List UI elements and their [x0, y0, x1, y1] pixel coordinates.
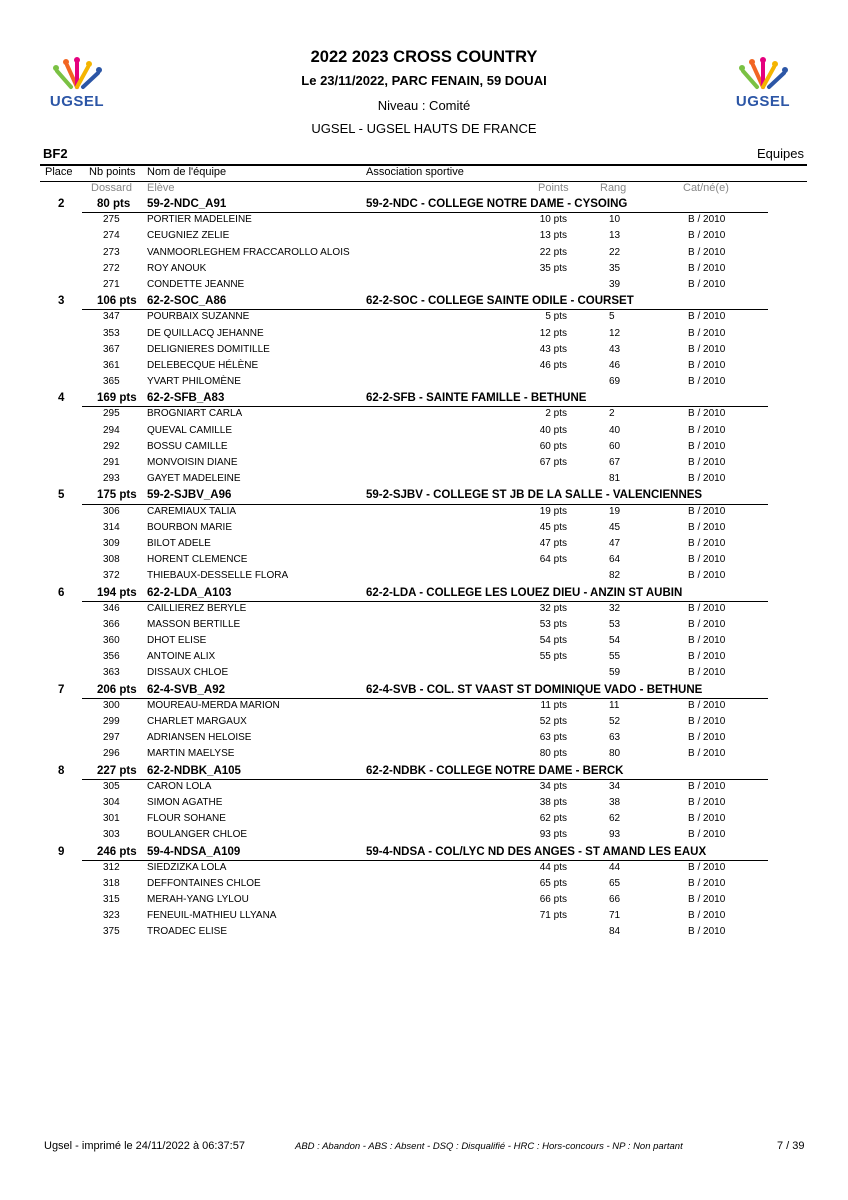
subcol-header-student: Elève: [147, 182, 175, 194]
col-header-association: Association sportive: [366, 166, 464, 178]
athlete-points: 12 pts: [539, 327, 567, 339]
athlete-rank: 11: [609, 699, 620, 711]
athlete-rank: 66: [609, 894, 621, 906]
athlete-row: [0, 780, 848, 796]
team-place: 4: [58, 392, 65, 405]
team-association: 62-2-NDBK - COLLEGE NOTRE DAME - BERCK: [366, 764, 624, 777]
athlete-bib: 375: [103, 926, 120, 938]
team-row: [0, 764, 848, 780]
team-place: 2: [58, 198, 65, 210]
athlete-category: B / 2010: [688, 813, 726, 825]
athlete-rank: 13: [609, 230, 621, 242]
athlete-row: [0, 715, 848, 731]
athlete-name: CAILLIEREZ BERYLE: [147, 602, 247, 614]
footer-printed: Ugsel - imprimé le 24/11/2022 à 06:37:57: [44, 1140, 245, 1152]
athlete-rank: 93: [609, 829, 621, 841]
athlete-row: [0, 909, 848, 925]
team-place: 7: [58, 683, 65, 696]
athlete-row: [0, 327, 848, 343]
athlete-name: VANMOORLEGHEM FRACCAROLLO ALOIS: [147, 246, 350, 258]
athlete-row: [0, 812, 848, 828]
athlete-points: 5 pts: [545, 311, 567, 323]
athlete-rank: 44: [609, 861, 621, 873]
athlete-name: ADRIANSEN HELOISE: [147, 732, 252, 744]
athlete-category: B / 2010: [688, 667, 726, 679]
athlete-name: CAREMIAUX TALIA: [147, 505, 237, 517]
athlete-bib: 303: [103, 829, 120, 841]
athlete-points: 65 pts: [539, 877, 567, 889]
athlete-name: MARTIN MAELYSE: [147, 748, 235, 760]
athlete-category: B / 2010: [688, 408, 726, 420]
athlete-category: B / 2010: [688, 618, 726, 630]
athlete-row: [0, 472, 848, 488]
athlete-points: 11 pts: [540, 699, 567, 711]
athlete-row: [0, 521, 848, 537]
athlete-rank: 34: [609, 780, 621, 792]
athlete-name: MONVOISIN DIANE: [147, 457, 238, 468]
athlete-points: 64 pts: [539, 554, 567, 566]
athlete-row: [0, 650, 848, 666]
athlete-bib: 294: [103, 424, 120, 436]
athlete-rank: 84: [609, 926, 621, 938]
athlete-row: [0, 424, 848, 440]
athlete-rank: 43: [609, 343, 621, 355]
team-row: [0, 197, 848, 213]
athlete-bib: 300: [103, 699, 120, 711]
athlete-points: 71 pts: [539, 910, 567, 922]
athlete-category: B / 2010: [688, 505, 726, 517]
athlete-category: B / 2010: [688, 327, 726, 339]
athlete-row: [0, 877, 848, 893]
athlete-bib: 312: [103, 861, 120, 873]
athlete-row: [0, 618, 848, 634]
subcol-header-cat: Cat/né(e): [683, 182, 729, 194]
athlete-name: SIEDZIZKA LOLA: [147, 861, 227, 873]
team-association: 62-2-SFB - SAINTE FAMILLE - BETHUNE: [366, 392, 587, 405]
athlete-category: B / 2010: [688, 278, 726, 290]
athlete-name: DEFFONTAINES CHLOE: [147, 877, 261, 889]
athlete-category: B / 2010: [688, 699, 726, 711]
athlete-name: DHOT ELISE: [147, 635, 207, 647]
athlete-rank: 81: [609, 473, 621, 485]
athlete-rank: 45: [609, 521, 621, 533]
athlete-name: DISSAUX CHLOE: [147, 667, 229, 679]
athlete-name: HORENT CLEMENCE: [147, 554, 248, 566]
athlete-bib: 301: [103, 813, 120, 825]
athlete-rank: 35: [609, 262, 621, 274]
athlete-points: 22 pts: [539, 246, 567, 258]
athlete-name: BROGNIART CARLA: [147, 408, 243, 420]
footer-legend: ABD : Abandon - ABS : Absent - DSQ : Disqualifié - HRC : Hors-concours - NP : Non partant: [295, 1141, 683, 1152]
athlete-category: B / 2010: [688, 537, 726, 549]
athlete-category: B / 2010: [688, 376, 726, 388]
team-points: 169 pts: [97, 392, 137, 405]
athlete-name: YVART PHILOMÈNE: [147, 376, 241, 388]
team-association: 59-4-NDSA - COL/LYC ND DES ANGES - ST AMAND LES EAUX: [366, 845, 707, 858]
athlete-row: [0, 828, 848, 844]
athlete-bib: 372: [103, 570, 120, 582]
athlete-category: B / 2010: [688, 554, 726, 566]
athlete-category: B / 2010: [688, 861, 726, 873]
team-points: 80 pts: [97, 198, 131, 210]
athlete-bib: 272: [103, 262, 120, 274]
team-association: 59-2-NDC - COLLEGE NOTRE DAME - CYSOING: [366, 198, 628, 210]
athlete-category: B / 2010: [688, 748, 726, 760]
athlete-name: BILOT ADELE: [147, 537, 211, 549]
athlete-points: 10 pts: [539, 214, 567, 226]
team-place: 5: [58, 489, 65, 502]
athlete-rank: 22: [609, 246, 621, 258]
athlete-bib: 295: [103, 408, 120, 420]
athlete-bib: 356: [103, 651, 120, 663]
athlete-row: [0, 440, 848, 456]
athlete-name: ANTOINE ALIX: [147, 651, 216, 663]
athlete-category: B / 2010: [688, 829, 726, 841]
athlete-category: B / 2010: [688, 877, 726, 889]
athlete-rank: 59: [609, 667, 621, 679]
athlete-name: DELEBECQUE HÉLÈNE: [147, 359, 259, 371]
athlete-category: B / 2010: [688, 457, 726, 468]
athlete-bib: 318: [103, 877, 120, 889]
athlete-rank: 62: [609, 813, 621, 825]
athlete-points: 43 pts: [539, 343, 567, 355]
athlete-points: 35 pts: [539, 262, 567, 274]
athlete-points: 32 pts: [539, 602, 567, 614]
team-name: 62-2-NDBK_A105: [147, 764, 241, 777]
athlete-name: CARON LOLA: [147, 780, 212, 792]
athlete-points: 13 pts: [539, 230, 567, 242]
team-points: 227 pts: [97, 764, 137, 777]
athlete-row: [0, 375, 848, 391]
team-association: 62-2-SOC - COLLEGE SAINTE ODILE - COURSET: [366, 295, 634, 308]
athlete-rank: 5: [609, 311, 615, 323]
athlete-bib: 360: [103, 635, 120, 647]
athlete-row: [0, 634, 848, 650]
athlete-bib: 365: [103, 376, 120, 388]
team-points: 194 pts: [97, 586, 137, 599]
athlete-name: ROY ANOUK: [147, 262, 207, 274]
athlete-points: 66 pts: [539, 894, 567, 906]
athlete-category: B / 2010: [688, 359, 726, 371]
athlete-rank: 55: [609, 651, 621, 663]
athlete-points: 62 pts: [539, 813, 567, 825]
athlete-points: 93 pts: [539, 829, 567, 841]
team-name: 62-2-SFB_A83: [147, 392, 225, 405]
athlete-rank: 19: [609, 505, 621, 517]
athlete-bib: 306: [103, 505, 120, 517]
athlete-row: [0, 246, 848, 262]
athlete-rank: 2: [609, 408, 615, 420]
team-row: [0, 488, 848, 504]
athlete-row: [0, 278, 848, 294]
athlete-rank: 82: [609, 570, 621, 582]
athlete-rank: 40: [609, 424, 621, 436]
team-points: 106 pts: [97, 295, 137, 308]
team-association: 62-4-SVB - COL. ST VAAST ST DOMINIQUE VADO - BETHUNE: [366, 683, 703, 696]
athlete-name: QUEVAL CAMILLE: [147, 424, 233, 436]
logo-text: UGSEL: [49, 93, 105, 110]
team-association: 62-2-LDA - COLLEGE LES LOUEZ DIEU - ANZIN ST AUBIN: [366, 586, 683, 599]
col-header-points: Nb points: [89, 166, 136, 178]
athlete-points: 67 pts: [539, 457, 567, 468]
athlete-bib: 323: [103, 910, 120, 922]
athlete-points: 44 pts: [539, 861, 567, 873]
athlete-row: [0, 893, 848, 909]
subcol-header-bib: Dossard: [91, 182, 132, 194]
athlete-points: 34 pts: [539, 780, 567, 792]
team-row: [0, 294, 848, 310]
athlete-rank: 52: [609, 716, 621, 727]
athlete-row: [0, 699, 848, 715]
team-row: [0, 586, 848, 602]
athlete-name: GAYET MADELEINE: [147, 473, 241, 485]
athlete-category: B / 2010: [688, 230, 726, 242]
athlete-rank: 67: [609, 457, 621, 468]
page-title: 2022 2023 CROSS COUNTRY: [310, 48, 538, 66]
athlete-bib: 363: [103, 667, 120, 679]
athlete-rank: 71: [609, 910, 621, 922]
team-row: [0, 683, 848, 699]
athlete-rank: 12: [609, 327, 621, 339]
athlete-category: B / 2010: [688, 214, 726, 226]
athlete-name: BOULANGER CHLOE: [147, 829, 248, 841]
team-row: [0, 845, 848, 861]
athlete-name: BOSSU CAMILLE: [147, 440, 228, 452]
athlete-name: FLOUR SOHANE: [147, 813, 226, 825]
athlete-name: SIMON AGATHE: [147, 796, 223, 808]
athlete-rank: 10: [609, 214, 621, 226]
athlete-row: [0, 407, 848, 423]
athlete-rank: 32: [609, 602, 621, 614]
athlete-name: CHARLET MARGAUX: [147, 716, 247, 727]
athlete-category: B / 2010: [688, 262, 726, 274]
athlete-points: 40 pts: [539, 424, 567, 436]
athlete-bib: 305: [103, 780, 120, 792]
athlete-name: MOUREAU-MERDA MARION: [147, 699, 280, 711]
athlete-name: FENEUIL-MATHIEU LLYANA: [147, 910, 277, 922]
athlete-points: 46 pts: [539, 359, 567, 371]
athlete-points: 80 pts: [539, 748, 567, 760]
athlete-rank: 39: [609, 278, 621, 290]
athlete-row: [0, 747, 848, 763]
athlete-rank: 60: [609, 440, 621, 452]
athlete-rank: 38: [609, 796, 621, 808]
athlete-category: B / 2010: [688, 732, 726, 744]
athlete-category: B / 2010: [688, 894, 726, 906]
athlete-points: 45 pts: [539, 521, 567, 533]
athlete-name: THIEBAUX-DESSELLE FLORA: [147, 570, 289, 582]
team-name: 62-2-LDA_A103: [147, 586, 232, 599]
athlete-category: B / 2010: [688, 311, 726, 323]
athlete-rank: 64: [609, 554, 621, 566]
athlete-row: [0, 553, 848, 569]
athlete-bib: 367: [103, 343, 120, 355]
team-name: 62-2-SOC_A86: [147, 295, 227, 308]
athlete-category: B / 2010: [688, 424, 726, 436]
col-header-place: Place: [45, 166, 73, 178]
team-points: 246 pts: [97, 845, 137, 858]
team-association: 59-2-SJBV - COLLEGE ST JB DE LA SALLE - VALENCIENNES: [366, 489, 703, 502]
athlete-bib: 308: [103, 554, 120, 566]
athlete-row: [0, 505, 848, 521]
athlete-bib: 297: [103, 732, 120, 744]
athlete-row: [0, 213, 848, 229]
athlete-bib: 274: [103, 230, 120, 242]
athlete-row: [0, 537, 848, 553]
subcol-header-rank: Rang: [600, 182, 627, 194]
athlete-category: B / 2010: [688, 521, 726, 533]
athlete-name: MERAH-YANG LYLOU: [147, 894, 249, 906]
athlete-bib: 291: [103, 457, 120, 468]
athlete-points: 47 pts: [539, 537, 567, 549]
athlete-points: 60 pts: [539, 440, 567, 452]
team-place: 8: [58, 764, 65, 777]
team-name: 59-2-SJBV_A96: [147, 489, 232, 502]
col-header-team: Nom de l'équipe: [147, 166, 227, 178]
athlete-row: [0, 731, 848, 747]
logo-text: UGSEL: [735, 93, 791, 110]
athlete-row: [0, 666, 848, 682]
athlete-category: B / 2010: [688, 635, 726, 647]
organization-label: UGSEL - UGSEL HAUTS DE FRANCE: [311, 121, 537, 136]
athlete-category: B / 2010: [688, 796, 726, 808]
athlete-row: [0, 359, 848, 375]
section-label: Equipes: [757, 146, 804, 161]
category-label: BF2: [43, 146, 68, 161]
athlete-category: B / 2010: [688, 343, 726, 355]
athlete-category: B / 2010: [688, 570, 726, 582]
athlete-points: 19 pts: [539, 505, 567, 517]
footer-page-number: 7 / 39: [777, 1140, 805, 1152]
athlete-bib: 353: [103, 327, 120, 339]
athlete-row: [0, 602, 848, 618]
athlete-name: POURBAIX SUZANNE: [147, 311, 250, 323]
athlete-bib: 299: [103, 716, 120, 727]
athlete-category: B / 2010: [688, 926, 726, 938]
athlete-points: 53 pts: [539, 618, 567, 630]
athlete-points: 2 pts: [545, 408, 567, 420]
athlete-rank: 54: [609, 635, 621, 647]
athlete-name: MASSON BERTILLE: [147, 618, 241, 630]
athlete-points: 38 pts: [539, 796, 567, 808]
team-place: 3: [58, 295, 65, 308]
athlete-rank: 69: [609, 376, 621, 388]
athlete-row: [0, 569, 848, 585]
athlete-row: [0, 343, 848, 359]
athlete-points: 63 pts: [539, 732, 567, 744]
athlete-row: [0, 861, 848, 877]
athlete-category: B / 2010: [688, 602, 726, 614]
athlete-name: DE QUILLACQ JEHANNE: [147, 327, 264, 339]
team-name: 62-4-SVB_A92: [147, 683, 225, 696]
athlete-bib: 275: [103, 214, 120, 226]
level-label: Niveau : Comité: [377, 98, 471, 113]
athlete-points: 52 pts: [539, 716, 567, 727]
team-place: 9: [58, 845, 65, 858]
athlete-bib: 315: [103, 894, 120, 906]
athlete-category: B / 2010: [688, 473, 726, 485]
team-place: 6: [58, 586, 65, 599]
athlete-name: TROADEC ELISE: [147, 926, 228, 938]
athlete-bib: 293: [103, 473, 120, 485]
athlete-row: [0, 229, 848, 245]
athlete-row: [0, 796, 848, 812]
athlete-bib: 346: [103, 602, 120, 614]
athlete-bib: 361: [103, 359, 120, 371]
athlete-row: [0, 456, 848, 472]
athlete-rank: 47: [609, 537, 621, 549]
athlete-bib: 292: [103, 440, 120, 452]
athlete-bib: 271: [103, 278, 120, 290]
athlete-rank: 46: [609, 359, 621, 371]
athlete-category: B / 2010: [688, 440, 726, 452]
athlete-row: [0, 925, 848, 941]
athlete-category: B / 2010: [688, 910, 726, 922]
team-name: 59-2-NDC_A91: [147, 198, 227, 210]
athlete-category: B / 2010: [688, 716, 726, 727]
team-points: 175 pts: [97, 489, 137, 502]
athlete-rank: 80: [609, 748, 621, 760]
athlete-name: DELIGNIERES DOMITILLE: [147, 343, 270, 355]
athlete-bib: 296: [103, 748, 120, 760]
athlete-bib: 304: [103, 796, 120, 808]
event-subtitle: Le 23/11/2022, PARC FENAIN, 59 DOUAI: [301, 73, 547, 88]
athlete-bib: 347: [103, 311, 120, 323]
athlete-points: 54 pts: [539, 635, 567, 647]
athlete-points: 55 pts: [539, 651, 567, 663]
athlete-row: [0, 262, 848, 278]
athlete-name: PORTIER MADELEINE: [147, 214, 252, 226]
athlete-bib: 273: [103, 246, 120, 258]
athlete-category: B / 2010: [688, 780, 726, 792]
athlete-category: B / 2010: [688, 651, 726, 663]
team-row: [0, 391, 848, 407]
athlete-bib: 314: [103, 521, 120, 533]
athlete-bib: 366: [103, 618, 120, 630]
athlete-name: CONDETTE JEANNE: [147, 278, 245, 290]
athlete-bib: 309: [103, 537, 120, 549]
results-table: [0, 197, 848, 942]
team-points: 206 pts: [97, 683, 137, 696]
athlete-row: [0, 310, 848, 326]
athlete-category: B / 2010: [688, 246, 726, 258]
athlete-rank: 65: [609, 877, 621, 889]
athlete-rank: 53: [609, 618, 621, 630]
athlete-name: BOURBON MARIE: [147, 521, 233, 533]
team-name: 59-4-NDSA_A109: [147, 845, 241, 858]
athlete-name: CEUGNIEZ ZELIE: [147, 230, 230, 242]
subcol-header-points: Points: [538, 182, 569, 194]
athlete-rank: 63: [609, 732, 621, 744]
